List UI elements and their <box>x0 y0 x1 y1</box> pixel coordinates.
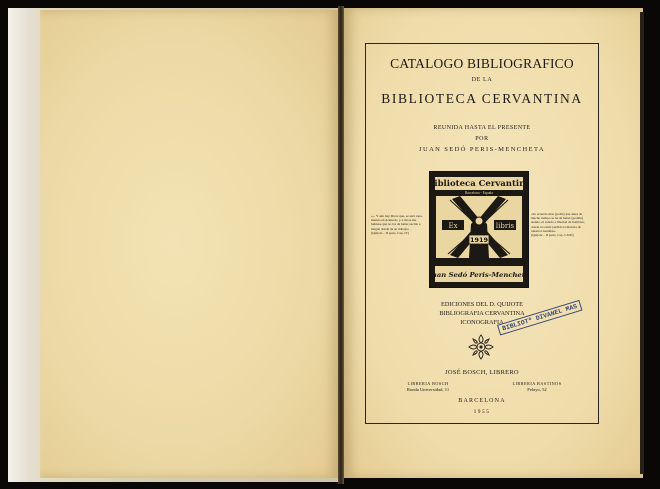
shop-left <box>388 381 468 393</box>
ex-libris-bookplate <box>429 171 529 288</box>
bookplate-illustration <box>430 172 528 287</box>
shop-right-address: Pelayo, 52 <box>527 387 547 392</box>
book-gutter <box>338 6 344 484</box>
subtitle: REUNIDA HASTA EL PRESENTE <box>433 125 531 131</box>
floral-ornament-icon <box>466 332 496 362</box>
quote-left: «... Y aún hay libros que, se será topa- miento en Ariaterio, y a mí se me hubiese que no los da haber sacido a lengua donde da su trabajo» (Quijote – II parte, Cap. IV) <box>371 214 423 235</box>
right-page-rim <box>640 12 644 474</box>
left-page-blank <box>40 10 340 478</box>
quote-right: «Te acuerdo más (podía) que antes de mucho tiempo se ha de haber (podido) siendo, ni estado a libertad de hombres, donde no estén perdido la historia de nuestros hazañas» (Quijote – II parte, Cap. LXXI) <box>531 212 585 238</box>
publisher-name: JOSÉ BOSCH, LIBRERO <box>445 369 519 376</box>
publisher-city: BARCELONA <box>458 398 506 404</box>
edition-line-2: BIBLIOGRAFIA CERVANTINA <box>439 310 525 317</box>
shop-right-name: LIBRERIA BASTINOS <box>512 381 562 386</box>
by-line: POR <box>475 136 489 142</box>
bookplate-header: Biblioteca Cervantina <box>430 179 528 189</box>
edition-line-1: EDICIONES DEL D. QUIJOTE <box>441 301 523 308</box>
shop-left-name: LIBRERIA BOSCH <box>407 381 449 386</box>
title-line-2: BIBLIOTECA CERVANTINA <box>381 91 583 106</box>
bookplate-libris: libris <box>495 222 515 230</box>
title-line-1: CATALOGO BIBLIOGRAFICO <box>390 56 574 71</box>
shop-right <box>497 381 577 393</box>
bookplate-year: 1919 <box>469 236 489 244</box>
protective-cover <box>8 8 44 482</box>
title-connector: DE LA <box>471 77 493 83</box>
bookplate-owner: Juan Sedó Peris-Mencheta <box>430 271 528 279</box>
publication-year: 1955 <box>473 409 491 415</box>
bookplate-subheader: Barcelona - España <box>465 191 493 195</box>
bookplate-ex: Ex <box>448 222 458 230</box>
author-name: JUAN SEDÓ PERIS-MENCHETA <box>419 146 545 153</box>
shop-left-address: Ronda Universidad, 11 <box>406 387 450 392</box>
edition-line-3: ICONOGRAFIA <box>460 319 504 326</box>
library-stamp: BIBLIOTª DIVANEL MAS <box>497 300 582 336</box>
